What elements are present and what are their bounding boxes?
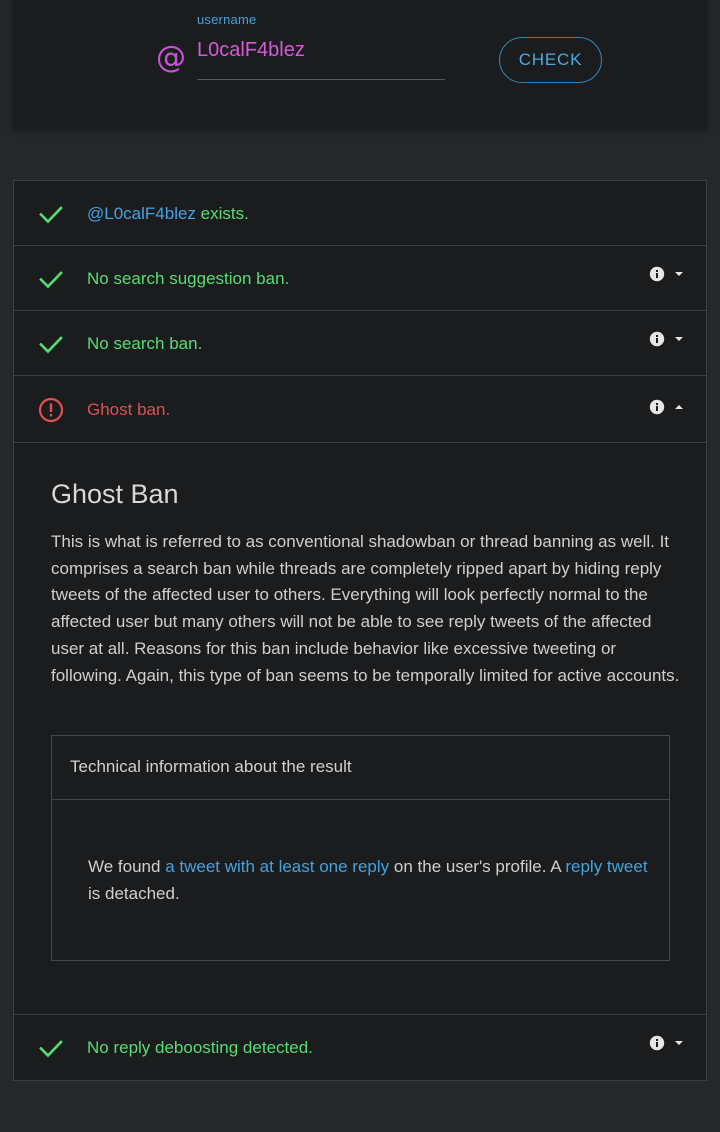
technical-info-text: We found a tweet with at least one reply on the user's profile. A reply tweet is detached. xyxy=(88,857,648,903)
tweet-with-reply-link[interactable]: a tweet with at least one reply xyxy=(165,857,390,876)
caret-up-icon[interactable] xyxy=(674,403,684,411)
ghost-ban-details xyxy=(14,443,706,1015)
check-icon xyxy=(38,201,64,227)
username-handle: @L0calF4blez xyxy=(87,204,196,223)
info-icon[interactable] xyxy=(649,1035,665,1051)
result-text: No reply deboosting detected. xyxy=(87,1038,313,1057)
check-icon xyxy=(38,266,64,292)
result-row-ghost-ban[interactable] xyxy=(14,376,706,443)
caret-down-icon[interactable] xyxy=(674,1039,684,1047)
technical-info-title: Technical information about the result xyxy=(70,757,352,776)
caret-down-icon[interactable] xyxy=(674,270,684,278)
result-exists-text: @L0calF4blez exists. xyxy=(87,204,249,223)
result-text: No search suggestion ban. xyxy=(87,269,290,288)
username-input[interactable] xyxy=(197,36,445,80)
result-text: Ghost ban. xyxy=(87,400,171,419)
at-sign-icon: @ xyxy=(156,40,186,75)
details-description: This is what is referred to as conventional shadowban or thread banning as well. It comprises a search ban while threads are completely ripped apart by hiding reply tweets of the affected user to others. Everything will look perfectly normal to the affected user but many others will not be able to see reply tweets of the affected user at all. Reasons for this ban include behavior like excessive tweeting or following. Again, this type of ban seems to be temporally limited for active accounts. xyxy=(51,532,680,685)
technical-info-header xyxy=(52,736,669,800)
check-icon xyxy=(38,1035,64,1061)
info-icon[interactable] xyxy=(649,331,665,347)
reply-tweet-link[interactable]: reply tweet xyxy=(565,857,648,876)
info-icon[interactable] xyxy=(649,266,665,282)
result-row-search-suggestion-ban[interactable] xyxy=(14,246,706,311)
result-row-search-ban[interactable] xyxy=(14,311,706,376)
result-row-exists xyxy=(14,181,706,246)
technical-info-box xyxy=(51,735,670,961)
username-search-card xyxy=(13,0,707,128)
check-button[interactable]: CHECK xyxy=(499,37,602,83)
alert-circle-icon xyxy=(38,397,64,423)
results-panel xyxy=(13,180,707,1081)
details-title: Ghost Ban xyxy=(51,479,179,509)
info-icon[interactable] xyxy=(649,399,665,415)
caret-down-icon[interactable] xyxy=(674,335,684,343)
check-icon xyxy=(38,331,64,357)
result-text: No search ban. xyxy=(87,334,203,353)
result-row-reply-deboosting[interactable] xyxy=(14,1015,706,1080)
username-label: username xyxy=(197,12,257,27)
